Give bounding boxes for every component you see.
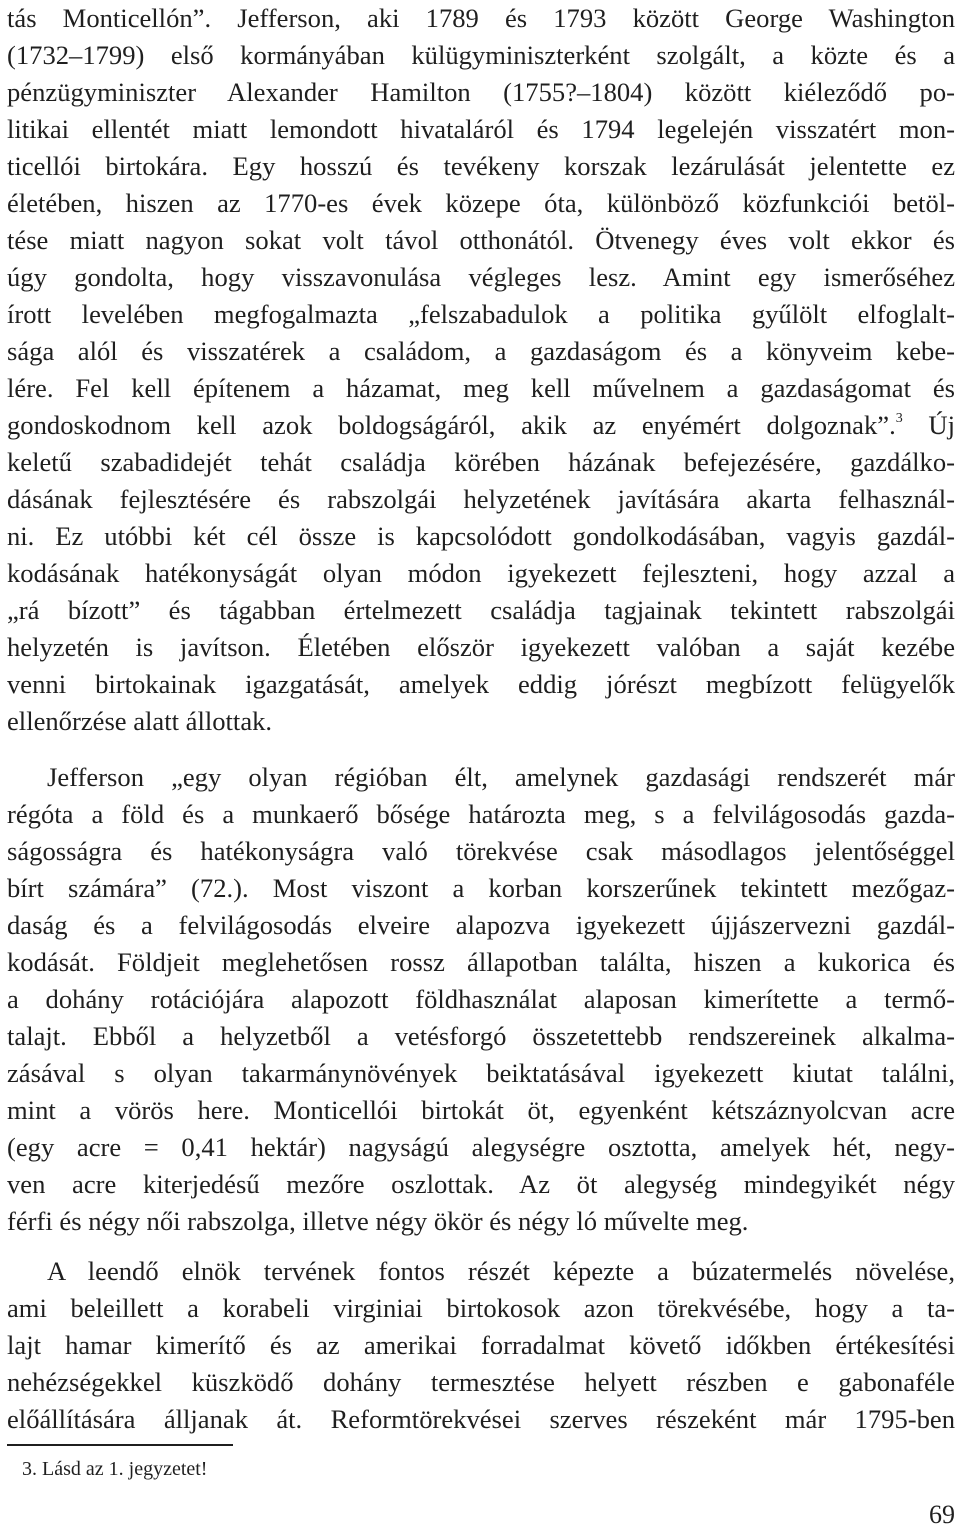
text-line: a dohány rotációjára alapozott földhasználat alaposan kimerítette a termő- [7, 984, 955, 1014]
text-segment: Új [902, 410, 955, 440]
text-line: mint a vörös here. Monticellói birtokát öt, egyenként kétszáznyolcvan acre [7, 1095, 955, 1125]
text-line: dásának fejlesztésére és rabszolgái helyzetének javítására akarta felhasznál- [7, 484, 955, 514]
text-line: helyzetén is javítson. Életében először igyekezett valóban a saját kezébe [7, 632, 955, 662]
text-line: ticellói birtokára. Egy hosszú és tevékeny korszak lezárulását jelentette ez [7, 151, 955, 181]
text-line: életében, hiszen az 1770-es évek közepe óta, különböző közfunkciói betöl- [7, 188, 955, 218]
text-line: nehézségekkel küszködő dohány termesztése helyett részben e gabonaféle [7, 1367, 955, 1397]
text-line: tás Monticellón”. Jefferson, aki 1789 és 1793 között George Washington [7, 3, 955, 33]
text-line: daság és a felvilágosodás elveire alapozva igyekezett újjászervezni gazdál- [7, 910, 955, 940]
text-line: kodását. Földjeit meglehetősen rossz állapotban találta, hiszen a kukorica és [7, 947, 955, 977]
text-line: (1732–1799) első kormányában külügyminiszterként szolgált, a közte és a [7, 40, 955, 70]
text-line: régóta a föld és a munkaerő bősége határozta meg, s a felvilágosodás gazda- [7, 799, 955, 829]
text-line: ellenőrzése alatt állottak. [7, 706, 273, 736]
text-line: férfi és négy női rabszolga, illetve négy ökör és négy ló művelte meg. [7, 1206, 749, 1236]
text-line: zásával s olyan takarmánynövények beiktatásával igyekezett kiutat találni, [7, 1058, 955, 1088]
text-line: venni birtokainak igazgatását, amelyek eddig jórészt megbízott felügyelők [7, 669, 955, 699]
text-line: sága alól és visszatérek a családom, a gazdaságom és a könyveim kebe- [7, 336, 955, 366]
text-line: lajt hamar kimerítő és az amerikai forradalmat követő időkben értékesítési [7, 1330, 955, 1360]
text-line: Jefferson „egy olyan régióban élt, amelynek gazdasági rendszerét már [47, 762, 955, 792]
text-line: litikai ellentét miatt lemondott hivataláról és 1794 legelején visszatért mon- [7, 114, 955, 144]
text-line: úgy gondolta, hogy visszavonulása végleges lesz. Amint egy ismerőséhez [7, 262, 955, 292]
text-line [7, 407, 955, 444]
text-line: előállítására álljanak át. Reformtörekvései szerves részeként már 1795-ben [7, 1404, 955, 1434]
text-line: tése miatt nagyon sokat volt távol otthonától. Ötvenegy éves volt ekkor és [7, 225, 955, 255]
text-line: keletű szabadidejét tehát családja körében házának befejezésére, gazdálko- [7, 447, 955, 477]
text-line: pénzügyminiszter Alexander Hamilton (1755?–1804) között kiéleződő po- [7, 77, 955, 107]
text-line: ven acre kiterjedésű mezőre oszlottak. Az öt alegység mindegyikét négy [7, 1169, 955, 1199]
text-line: „rá bízott” és tágabban értelmezett családja tagjainak tekintett rabszolgái [7, 595, 955, 625]
footnote: 3. Lásd az 1. jegyzetet! [22, 1458, 208, 1480]
text-line: ami beleillett a korabeli virginiai birtokosok azon törekvésébe, hogy a ta- [7, 1293, 955, 1323]
text-line: talajt. Ebből a helyzetből a vetésforgó összetettebb rendszereinek alkalma- [7, 1021, 955, 1051]
text-line: ságosságra és hatékonyságra való törekvése csak másodlagos jelentőséggel [7, 836, 955, 866]
text-line: (egy acre = 0,41 hektár) nagyságú alegységre osztotta, amelyek hét, negy- [7, 1132, 955, 1162]
text-line: bírt számára” (72.). Most viszont a korban korszerűnek tekintett mezőgaz- [7, 873, 955, 903]
text-line: írott levelében megfogalmazta „felszabadulok a politika gyűlölt elfoglalt- [7, 299, 955, 329]
text-line: kodásának hatékonyságát olyan módon igyekezett fejleszteni, hogy azzal a [7, 558, 955, 588]
text-line: lére. Fel kell építenem a házamat, meg kell művelnem a gazdaságomat és [7, 373, 955, 403]
page-number: 69 [929, 1500, 955, 1529]
text-line: A leendő elnök tervének fontos részét képezte a búzatermelés növelése, [47, 1256, 955, 1286]
footnote-reference[interactable]: 3 [895, 411, 903, 426]
footnote-divider [7, 1444, 233, 1446]
text-segment: gondoskodnom kell azok boldogságáról, akik az enyémért dolgoznak”. [7, 410, 896, 440]
text-line: ni. Ez utóbbi két cél össze is kapcsolódott gondolkodásában, vagyis gazdál- [7, 521, 955, 551]
